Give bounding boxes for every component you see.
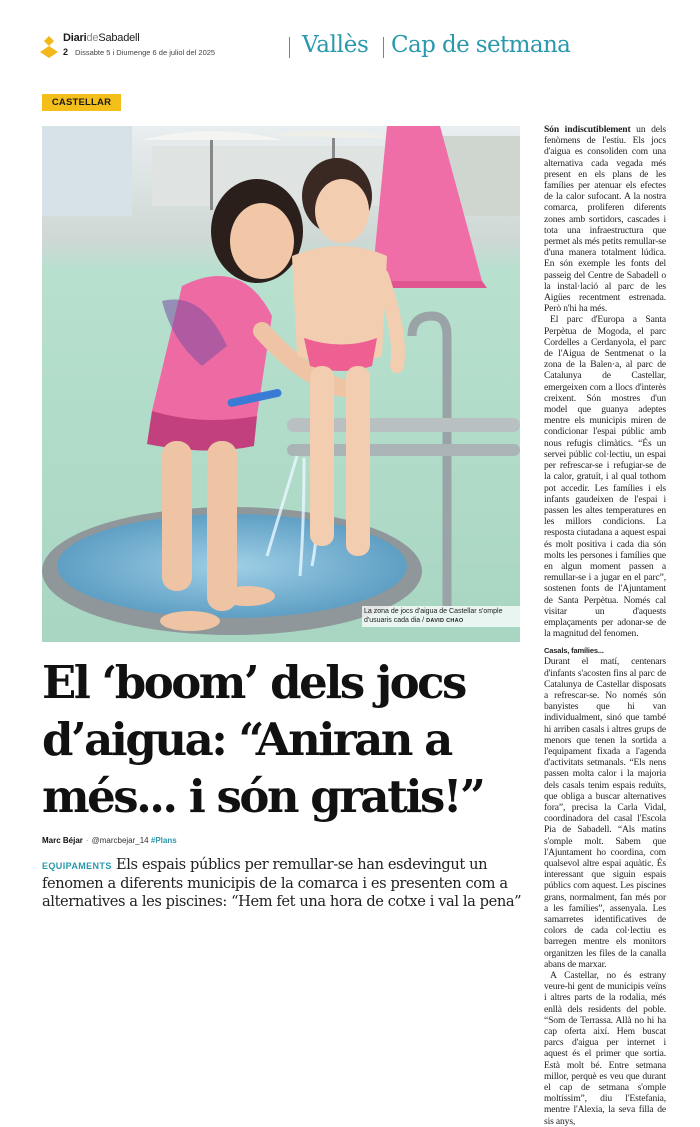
caption-text: La zona de jocs d'aigua de Castellar s'omple d'usuaris cada dia [364,608,503,624]
brand-city: Sabadell [98,32,140,44]
water-play-photo-image [42,126,520,642]
page-number: 2 [63,47,69,57]
article-headline[interactable]: El ‘boom’ dels jocs d’aigua: “Aniran a més... i són gratis!” [42,656,484,823]
photo-caption: La zona de jocs d'aigua de Castellar s'omple d'usuaris cada dia / DAVID CHAO [362,606,520,627]
section-title[interactable]: Vallès [302,32,369,58]
body-paragraph: Durant el matí, centenars d'infants s'acosten fins al parc de Catalunya de Castellar disposats a refrescar-se. No només són banyistes que hi van individualment, sinó que també hi arriben casals i altres grups de menors que tenen la sortida a l'equipament fixada a l'agenda d'activitats setmanals. “Els nens passen molta calor i la majoria dels casals tenim espais reduïts, que obliga a buscar alternatives fora”, precisa la Carla Vidal, coordinadora del casal l'Escola Pia de Sabadell. “Als matins s'omple molt. Sabem que l'Ajuntament ho coordina, com qualsevol altre espai aquàtic. És interessant que siguin espais públics com aquest. Les piscines grans, normalment, fan més por a les famílies”, assenyala. Les samarretes identificatives de colors de cada col·lectiu es barregen mentre els monitors organitzen les files de la canalla abans de marxar. [544,656,666,970]
photo-credit: DAVID CHAO [426,618,464,624]
location-tag[interactable]: CASTELLAR [42,94,121,111]
brand-main: Diari [63,32,87,44]
article-photo [42,126,520,642]
section-divider [383,37,384,58]
subsection-title[interactable]: Cap de setmana [391,32,571,58]
issue-date: Dissabte 5 i Diumenge 6 de juliol del 2025 [75,48,216,57]
author-name[interactable]: Marc Béjar [42,836,83,845]
article-lead [42,856,522,911]
article-body [544,124,666,1127]
diari-logo-icon [40,36,58,58]
body-paragraph: El parc d'Europa a Santa Perpètua de Mogoda, el parc Cordelles a Cerdanyola, el parc de l'Aigua de Sentmenat o la zona de la Balen·a, al parc de Catalunya de Castellar, emergeixen com a llocs d'interès creixent. Són mostres d'un model que guanya adeptes mentre els municipis miren de condicionar l'espai públic amb nous refugis climàtics. “És un servei públic col·lectiu, un espai per refrescar-se i refugiar-se de la calor, gratuït, i al qual tothom pot accedir. Les famílies i els infants gaudeixen de l'espai i passen les altes temperatures en les millors condicions. La resposta ciutadana a aquest espai és molt positiva i cada dia són molts les persones i famílies que en algun moment passen a remullar-se i a jugar en el parc”, sostenen fonts de l'Ajuntament de Santa Perpètua. Només cal visitar un d'aquests emplaçaments per adonar-se de la magnitud del fenomen. [544,314,666,640]
byline-separator: · [85,836,89,845]
masthead-brand[interactable] [63,32,140,44]
byline [42,836,177,845]
brand-de: de [86,32,99,44]
lead-kicker: EQUIPAMENTS [42,861,112,871]
section-divider [289,37,290,58]
body-paragraph [544,124,666,314]
body-lead-in: Són indiscutiblement [544,124,631,135]
body-subhead: Casals, famílies... [544,646,604,656]
author-handle[interactable]: @marcbejar_14 [91,836,149,845]
lead-text: Els espais públics per remullar-se han esdevingut un fenomen a diferents municipis de la comarca i es presenten com a alternatives a les piscines: “Hem fet una hora de cotxe i val la pena” [42,856,522,910]
hashtag-link[interactable]: #Plans [150,836,177,845]
body-paragraph: A Castellar, no és estrany veure-hi gent de municipis veïns i altres parts de la rodalia, més enllà dels residents del poble. “Som de Terrassa. Allà no hi ha cap oferta així. Hem buscat parcs d'aigua per internet i aquest és el primer que sortia. Està molt bé. Entre setmana millor, perquè es veu que durant el cap de setmana s'omple moltíssim”, diu l'Estefania, mentre l'Alexia, la seva filla de sis anys, [544,970,666,1127]
body-text: un dels fenòmens de l'estiu. Els jocs d'aigua es consoliden com una alternativa cada vegada més present en els plans de les famílies per atenuar els efectes de la calor sufocant. A la nostra comarca, proliferen diferents zones amb sortidors, cascades i tota una infraestructura que permet als més petits remullar-se d'una manera totalment lúdica. En són exemple les fonts del passeig del Centre de Sabadell o la instal·lació al parc de les Aigües recentment estrenada. Però n'hi ha més. [544,124,666,315]
